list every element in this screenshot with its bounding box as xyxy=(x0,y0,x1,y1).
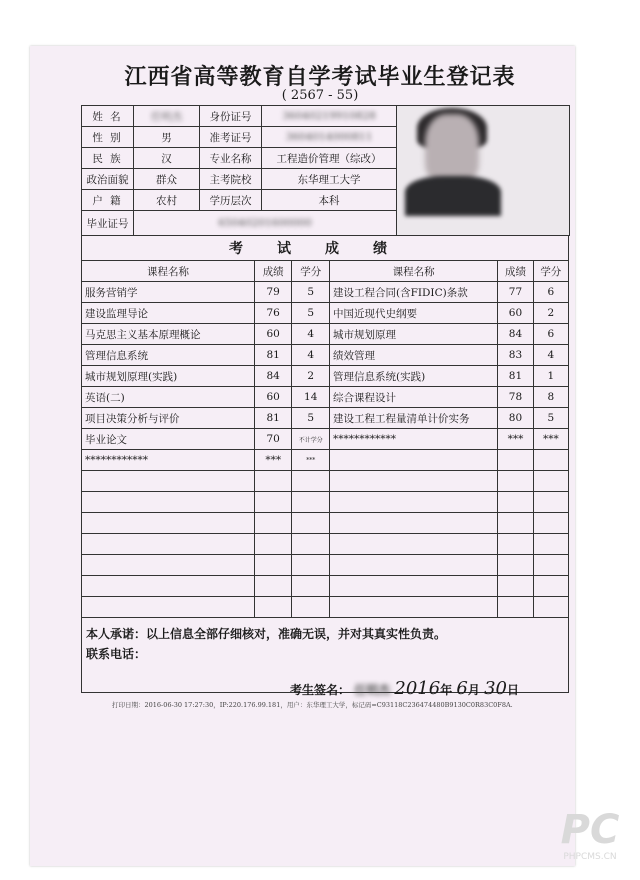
gender-label: 性 别 xyxy=(82,127,134,148)
sign-value: 任明杰 xyxy=(354,683,391,697)
header-score-left: 成绩 xyxy=(254,261,292,282)
score-cell-l-score: 60 xyxy=(254,324,292,345)
score-cell-l-credit: 不计学分 xyxy=(292,429,330,450)
score-cell-r-score: 80 xyxy=(498,408,533,429)
form-subtitle: ( 2567 - 55) xyxy=(281,88,359,103)
score-cell-l-credit xyxy=(292,471,330,492)
score-cell-l-credit xyxy=(292,534,330,555)
score-cell-r-credit: 1 xyxy=(533,366,568,387)
table-row xyxy=(82,555,569,576)
score-cell-r-score xyxy=(498,492,533,513)
score-cell-r-credit: 5 xyxy=(533,408,568,429)
watermark-site: PHPCMS.CN xyxy=(563,852,617,862)
score-cell-l-course xyxy=(82,471,255,492)
id-value: 36040219910828 xyxy=(262,106,397,127)
score-cell-l-score xyxy=(254,513,292,534)
score-cell-l-credit: 4 xyxy=(292,324,330,345)
scores-section-title: 考试成绩 xyxy=(82,236,569,261)
major-value: 工程造价管理（综改） xyxy=(262,148,397,169)
ticket-value: 3604014000811 xyxy=(262,127,397,148)
score-cell-r-score xyxy=(498,597,533,618)
score-cell-r-credit xyxy=(533,450,568,471)
score-cell-r-credit: *** xyxy=(533,429,568,450)
score-cell-l-credit xyxy=(292,513,330,534)
score-cell-r-course: 建设工程工程量清单计价实务 xyxy=(329,408,497,429)
score-cell-r-course xyxy=(329,471,497,492)
score-cell-r-credit: 2 xyxy=(533,303,568,324)
pledge-text: 本人承诺：以上信息全部仔细核对，准确无误，并对其真实性负责。 xyxy=(86,627,447,641)
score-cell-l-course xyxy=(82,513,255,534)
score-cell-l-credit xyxy=(292,597,330,618)
score-cell-r-credit: 4 xyxy=(533,345,568,366)
table-row xyxy=(82,324,569,345)
score-cell-l-score xyxy=(254,471,292,492)
score-cell-l-course: 城市规划原理(实践) xyxy=(82,366,255,387)
gender-value: 男 xyxy=(134,127,200,148)
score-cell-l-score: 81 xyxy=(254,345,292,366)
photo-cell xyxy=(397,106,570,236)
student-photo xyxy=(397,106,569,235)
score-cell-r-score xyxy=(498,576,533,597)
phone-label: 联系电话： xyxy=(86,647,147,661)
score-cell-r-credit xyxy=(533,576,568,597)
score-cell-l-course: 马克思主义基本原理概论 xyxy=(82,324,255,345)
score-cell-l-course: ************ xyxy=(82,450,255,471)
score-cell-l-credit: 5 xyxy=(292,408,330,429)
score-cell-r-course: 综合课程设计 xyxy=(329,387,497,408)
school-value: 东华理工大学 xyxy=(262,169,397,190)
score-cell-l-score: 81 xyxy=(254,408,292,429)
table-row xyxy=(82,534,569,555)
watermark-logo xyxy=(546,808,634,870)
score-cell-r-score: 78 xyxy=(498,387,533,408)
score-cell-l-credit: 14 xyxy=(292,387,330,408)
score-cell-r-course: ************ xyxy=(329,429,497,450)
score-cell-r-course: 中国近现代史纲要 xyxy=(329,303,497,324)
header-credit-left: 学分 xyxy=(292,261,330,282)
score-cell-r-score xyxy=(498,534,533,555)
watermark-brand: PC xyxy=(560,807,620,853)
score-cell-r-credit: 8 xyxy=(533,387,568,408)
score-cell-l-score xyxy=(254,555,292,576)
score-cell-r-course: 管理信息系统(实践) xyxy=(329,366,497,387)
header-credit-right: 学分 xyxy=(533,261,568,282)
score-cell-l-credit xyxy=(292,576,330,597)
table-row xyxy=(82,576,569,597)
date-month: 6 xyxy=(456,678,468,699)
table-row xyxy=(82,345,569,366)
score-cell-l-score: 84 xyxy=(254,366,292,387)
score-cell-r-course xyxy=(329,555,497,576)
signature-row xyxy=(290,678,519,699)
score-cell-r-score: 83 xyxy=(498,345,533,366)
score-cell-l-score: 79 xyxy=(254,282,292,303)
score-cell-l-course: 管理信息系统 xyxy=(82,345,255,366)
score-cell-l-credit: *** xyxy=(292,450,330,471)
score-cell-r-score xyxy=(498,513,533,534)
table-row xyxy=(82,450,569,471)
date-day: 30 xyxy=(484,678,507,699)
score-cell-r-course: 城市规划原理 xyxy=(329,324,497,345)
score-cell-r-credit xyxy=(533,471,568,492)
score-rows xyxy=(82,282,569,618)
score-cell-r-score xyxy=(498,555,533,576)
hukou-label: 户 籍 xyxy=(82,190,134,211)
score-cell-l-score: 60 xyxy=(254,387,292,408)
ethnic-label: 民 族 xyxy=(82,148,134,169)
score-cell-l-course: 建设监理导论 xyxy=(82,303,255,324)
date-year: 2016 xyxy=(394,678,441,699)
major-label: 专业名称 xyxy=(200,148,262,169)
score-cell-l-score xyxy=(254,597,292,618)
score-cell-r-score: 60 xyxy=(498,303,533,324)
score-cell-l-credit xyxy=(292,555,330,576)
level-value: 本科 xyxy=(262,190,397,211)
score-cell-r-course: 建设工程合同(含FIDIC)条款 xyxy=(329,282,497,303)
score-cell-l-score: 70 xyxy=(254,429,292,450)
score-cell-r-score: 81 xyxy=(498,366,533,387)
score-cell-l-course: 毕业论文 xyxy=(82,429,255,450)
score-cell-r-course: 绩效管理 xyxy=(329,345,497,366)
score-cell-r-credit xyxy=(533,492,568,513)
political-value: 群众 xyxy=(134,169,200,190)
score-cell-r-credit xyxy=(533,513,568,534)
photo-body xyxy=(405,176,501,216)
table-row xyxy=(82,492,569,513)
political-label: 政治面貌 xyxy=(82,169,134,190)
cert-label: 毕业证号 xyxy=(82,211,134,236)
score-cell-l-course xyxy=(82,576,255,597)
month-char: 月 xyxy=(467,683,480,697)
photo-face xyxy=(425,114,479,184)
table-row xyxy=(82,303,569,324)
score-cell-l-credit: 5 xyxy=(292,303,330,324)
table-row xyxy=(82,408,569,429)
score-cell-r-course xyxy=(329,492,497,513)
score-cell-r-course xyxy=(329,450,497,471)
print-info-line: 打印日期：2016-06-30 17:27:30，IP:220.176.99.181，用户：东华理工大学，标记码=C93118C236474480B9130C0R83C0F8A. xyxy=(112,701,513,709)
score-cell-r-credit xyxy=(533,555,568,576)
score-cell-r-score: *** xyxy=(498,429,533,450)
score-cell-r-credit: 6 xyxy=(533,282,568,303)
score-cell-r-course xyxy=(329,597,497,618)
score-cell-l-credit: 2 xyxy=(292,366,330,387)
score-cell-l-course xyxy=(82,534,255,555)
score-cell-r-course xyxy=(329,513,497,534)
cert-value: 65040201600000 xyxy=(134,211,397,236)
header-course-left: 课程名称 xyxy=(82,261,255,282)
name-value: 任明杰 xyxy=(134,106,200,127)
score-cell-l-course: 英语(二) xyxy=(82,387,255,408)
table-row xyxy=(82,282,569,303)
score-cell-r-score: 84 xyxy=(498,324,533,345)
table-row xyxy=(82,597,569,618)
table-row xyxy=(82,513,569,534)
score-cell-l-score: 76 xyxy=(254,303,292,324)
score-cell-l-course xyxy=(82,492,255,513)
school-label: 主考院校 xyxy=(200,169,262,190)
year-char: 年 xyxy=(440,683,453,697)
id-label: 身份证号 xyxy=(200,106,262,127)
score-cell-r-course xyxy=(329,576,497,597)
score-cell-l-course: 服务营销学 xyxy=(82,282,255,303)
level-label: 学历层次 xyxy=(200,190,262,211)
score-cell-r-credit xyxy=(533,597,568,618)
score-cell-r-course xyxy=(329,534,497,555)
name-label: 姓 名 xyxy=(82,106,134,127)
score-cell-l-credit: 5 xyxy=(292,282,330,303)
form-title: 江西省高等教育自学考试毕业生登记表 xyxy=(124,64,516,90)
score-cell-r-score xyxy=(498,450,533,471)
score-cell-l-score xyxy=(254,534,292,555)
header-score-right: 成绩 xyxy=(498,261,533,282)
ethnic-value: 汉 xyxy=(134,148,200,169)
ticket-label: 准考证号 xyxy=(200,127,262,148)
table-row xyxy=(82,387,569,408)
hukou-value: 农村 xyxy=(134,190,200,211)
score-cell-l-score xyxy=(254,492,292,513)
header-course-right: 课程名称 xyxy=(329,261,497,282)
score-cell-r-score: 77 xyxy=(498,282,533,303)
day-char: 日 xyxy=(506,683,519,697)
score-cell-r-score xyxy=(498,471,533,492)
score-cell-l-course xyxy=(82,597,255,618)
sign-label: 考生签名： xyxy=(290,683,351,697)
table-row xyxy=(82,366,569,387)
registration-table xyxy=(81,105,569,693)
score-cell-l-course: 项目决策分析与评价 xyxy=(82,408,255,429)
score-cell-l-score: *** xyxy=(254,450,292,471)
score-cell-l-credit xyxy=(292,492,330,513)
score-cell-l-score xyxy=(254,576,292,597)
score-cell-r-credit xyxy=(533,534,568,555)
table-row xyxy=(82,471,569,492)
table-row xyxy=(82,429,569,450)
score-cell-l-course xyxy=(82,555,255,576)
score-cell-l-credit: 4 xyxy=(292,345,330,366)
score-cell-r-credit: 6 xyxy=(533,324,568,345)
